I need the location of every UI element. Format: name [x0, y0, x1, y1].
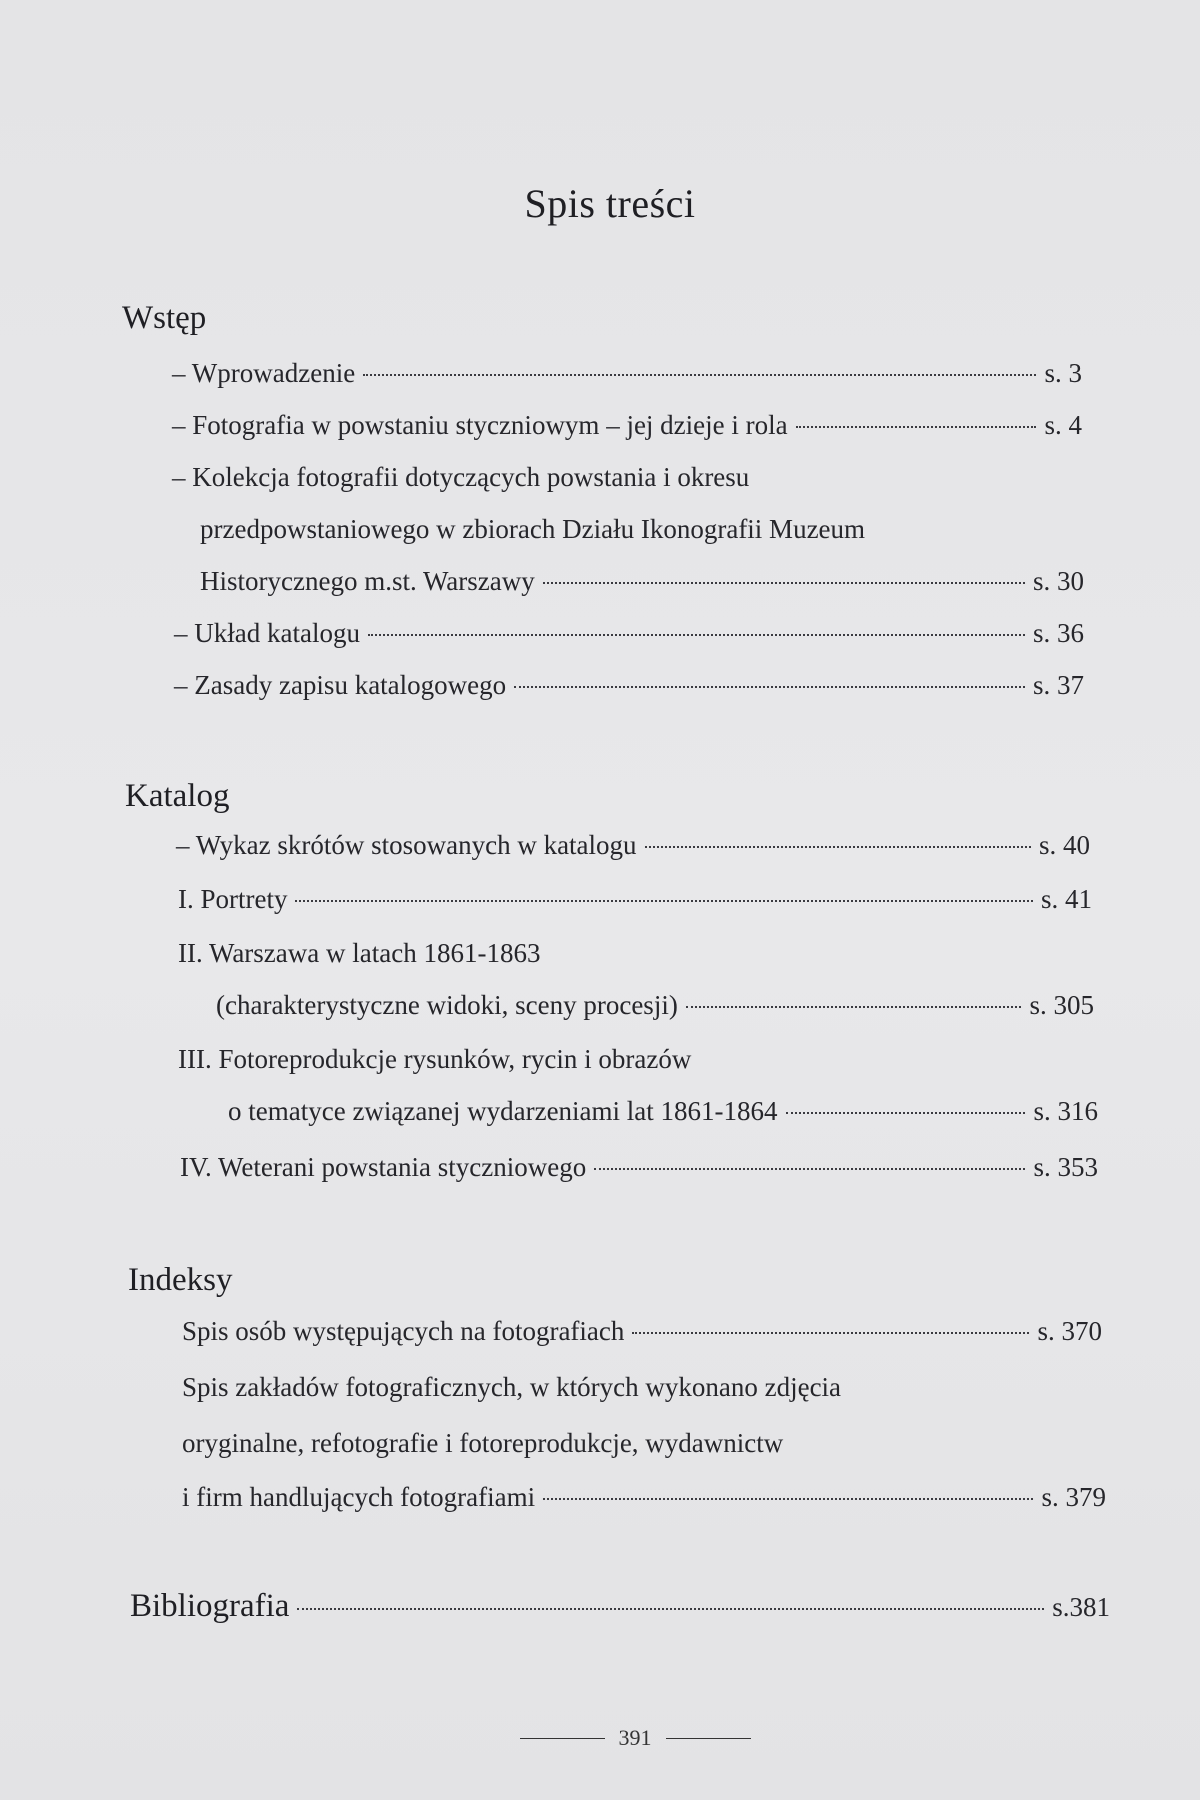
toc-entry-label: IV. Weterani powstania styczniowego	[180, 1152, 587, 1182]
toc-entry-label: – Wprowadzenie	[172, 358, 356, 388]
section-heading-katalog: Katalog	[125, 778, 230, 814]
dot-leader	[363, 374, 1036, 376]
toc-entry-line: Spis zakładów fotograficznych, w których wykonano zdjęcia	[182, 1372, 842, 1402]
toc-entry-page: s. 41	[1040, 884, 1092, 914]
toc-entry[interactable]	[180, 1152, 1098, 1183]
toc-entry-page: s.381	[1052, 1592, 1110, 1622]
toc-entry-label: Spis osób występujących na fotografiach	[182, 1316, 625, 1346]
toc-entry-page: s. 4	[1044, 410, 1082, 440]
toc-entry-page: s. 36	[1032, 618, 1084, 648]
toc-entry-page: s. 370	[1037, 1316, 1102, 1346]
toc-entry-label: – Wykaz skrótów stosowanych w katalogu	[176, 830, 637, 860]
section-heading-wstep: Wstęp	[122, 300, 207, 336]
toc-entry-page: s. 30	[1032, 566, 1084, 596]
page-title: Spis treści	[524, 181, 696, 226]
dot-leader	[594, 1168, 1025, 1170]
toc-entry-label: – Zasady zapisu katalogowego	[174, 670, 507, 700]
toc-entry[interactable]	[228, 1096, 1098, 1127]
toc-entry-page: s. 40	[1038, 830, 1090, 860]
footer-rule-left	[520, 1738, 605, 1739]
section-heading-bibliografia: Bibliografia	[130, 1588, 290, 1624]
dot-leader	[543, 1498, 1033, 1500]
dot-leader	[295, 900, 1033, 902]
toc-entry[interactable]	[216, 990, 1094, 1021]
toc-entry-label: – Fotografia w powstaniu styczniowym – jej dzieje i rola	[172, 410, 788, 440]
dot-leader	[368, 634, 1025, 636]
toc-entry[interactable]	[176, 830, 1090, 861]
toc-entry-label: (charakterystyczne widoki, sceny procesji)	[216, 990, 678, 1020]
footer-rule-right	[666, 1738, 751, 1739]
page-footer	[510, 1725, 760, 1751]
toc-entry[interactable]	[174, 618, 1084, 649]
toc-entry-line: III. Fotoreprodukcje rysunków, rycin i obrazów	[178, 1044, 692, 1074]
toc-entry-label: o tematyce związanej wydarzeniami lat 1861-1864	[228, 1096, 778, 1126]
dot-leader	[632, 1332, 1029, 1334]
toc-entry[interactable]	[178, 884, 1092, 915]
toc-entry-page: s. 353	[1033, 1152, 1098, 1182]
toc-entry-page: s. 37	[1032, 670, 1084, 700]
section-heading-indeksy: Indeksy	[128, 1262, 233, 1298]
dot-leader	[645, 846, 1031, 848]
toc-entry-label: – Układ katalogu	[174, 618, 360, 648]
dot-leader	[543, 582, 1025, 584]
toc-entry-page: s. 316	[1033, 1096, 1098, 1126]
toc-entry[interactable]	[174, 670, 1084, 701]
dot-leader	[786, 1112, 1026, 1114]
page-number: 391	[618, 1725, 652, 1750]
toc-entry-line: oryginalne, refotografie i fotoreprodukcje, wydawnictw	[182, 1428, 784, 1458]
toc-entry[interactable]	[200, 566, 1084, 597]
dot-leader	[297, 1608, 1044, 1610]
toc-entry-page: s. 379	[1041, 1482, 1106, 1512]
toc-entry-bibliografia[interactable]	[130, 1588, 1110, 1625]
toc-entry-label: i firm handlujących fotografiami	[182, 1482, 536, 1512]
toc-entry-line: – Kolekcja fotografii dotyczących powstania i okresu	[172, 462, 750, 492]
toc-entry-label: Historycznego m.st. Warszawy	[200, 566, 535, 596]
toc-entry[interactable]	[182, 1482, 1106, 1513]
toc-entry[interactable]	[172, 358, 1082, 389]
dot-leader	[514, 686, 1025, 688]
dot-leader	[686, 1006, 1022, 1008]
toc-entry-page: s. 305	[1029, 990, 1094, 1020]
toc-entry-line: przedpowstaniowego w zbiorach Działu Ikonografii Muzeum	[200, 514, 866, 544]
toc-entry-page: s. 3	[1044, 358, 1082, 388]
toc-entry-line: II. Warszawa w latach 1861-1863	[178, 938, 541, 968]
toc-entry-label: I. Portrety	[178, 884, 288, 914]
toc-entry[interactable]	[172, 410, 1082, 441]
dot-leader	[796, 426, 1037, 428]
toc-entry[interactable]	[182, 1316, 1102, 1347]
